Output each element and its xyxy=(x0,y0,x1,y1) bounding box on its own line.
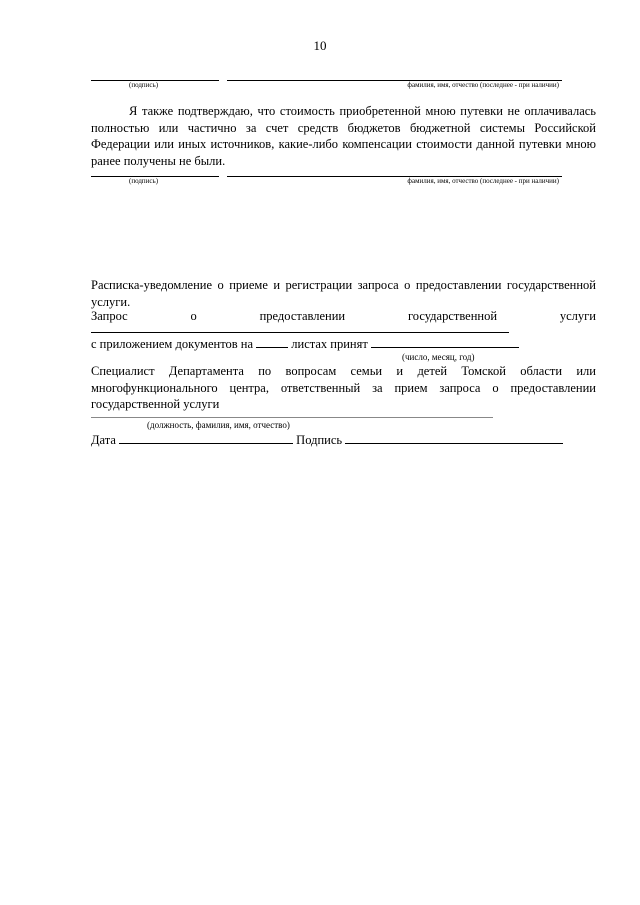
signature-caption: (подпись) xyxy=(129,177,159,185)
date-label: Дата xyxy=(91,433,116,447)
signature-caption: (подпись) xyxy=(129,81,159,89)
signature-label: Подпись xyxy=(296,433,343,447)
attachments-prefix: с приложением документов на xyxy=(91,337,254,351)
request-word: государственной xyxy=(407,309,498,323)
page-number: 10 xyxy=(313,38,327,53)
accepted-date-blank xyxy=(371,336,519,348)
position-blank-line xyxy=(91,417,493,418)
request-line xyxy=(91,308,596,324)
date-blank xyxy=(119,432,293,444)
request-word: предоставлении xyxy=(259,309,346,323)
attachments-line xyxy=(91,336,519,352)
confirmation-paragraph: Я также подтверждаю, что стоимость приобретенной мною путевки не оплачивалась полностью или частично за счет средств бюджетов бюджетной системы Российской Федерации или иных источников, какие-либо компенсации стоимости данной путевки мною ранее получены не были. xyxy=(91,104,596,168)
attachments-middle: листах принят xyxy=(291,337,368,351)
signature-block-2 xyxy=(91,176,571,198)
signature-block-1 xyxy=(91,80,571,102)
date-signature-line xyxy=(91,432,563,448)
request-word: Запрос xyxy=(91,309,128,323)
request-blank-line xyxy=(91,332,509,333)
request-word: о xyxy=(190,309,197,323)
receipt-heading: Расписка-уведомление о приеме и регистрации запроса о предоставлении государственной услуги. xyxy=(91,278,596,309)
sheet-count-blank xyxy=(256,336,288,348)
request-word: услуги xyxy=(559,309,596,323)
position-caption: (должность, фамилия, имя, отчество) xyxy=(147,420,290,430)
name-caption: фамилия, имя, отчество (последнее - при наличии) xyxy=(407,177,559,185)
specialist-paragraph: Специалист Департамента по вопросам семьи и детей Томской области или многофункционального центра, ответственный за прием запроса о предоставлении государственной услуги xyxy=(91,364,596,412)
name-caption: фамилия, имя, отчество (последнее - при наличии) xyxy=(407,81,559,89)
date-caption: (число, месяц, год) xyxy=(402,352,475,362)
signature-blank xyxy=(345,432,563,444)
